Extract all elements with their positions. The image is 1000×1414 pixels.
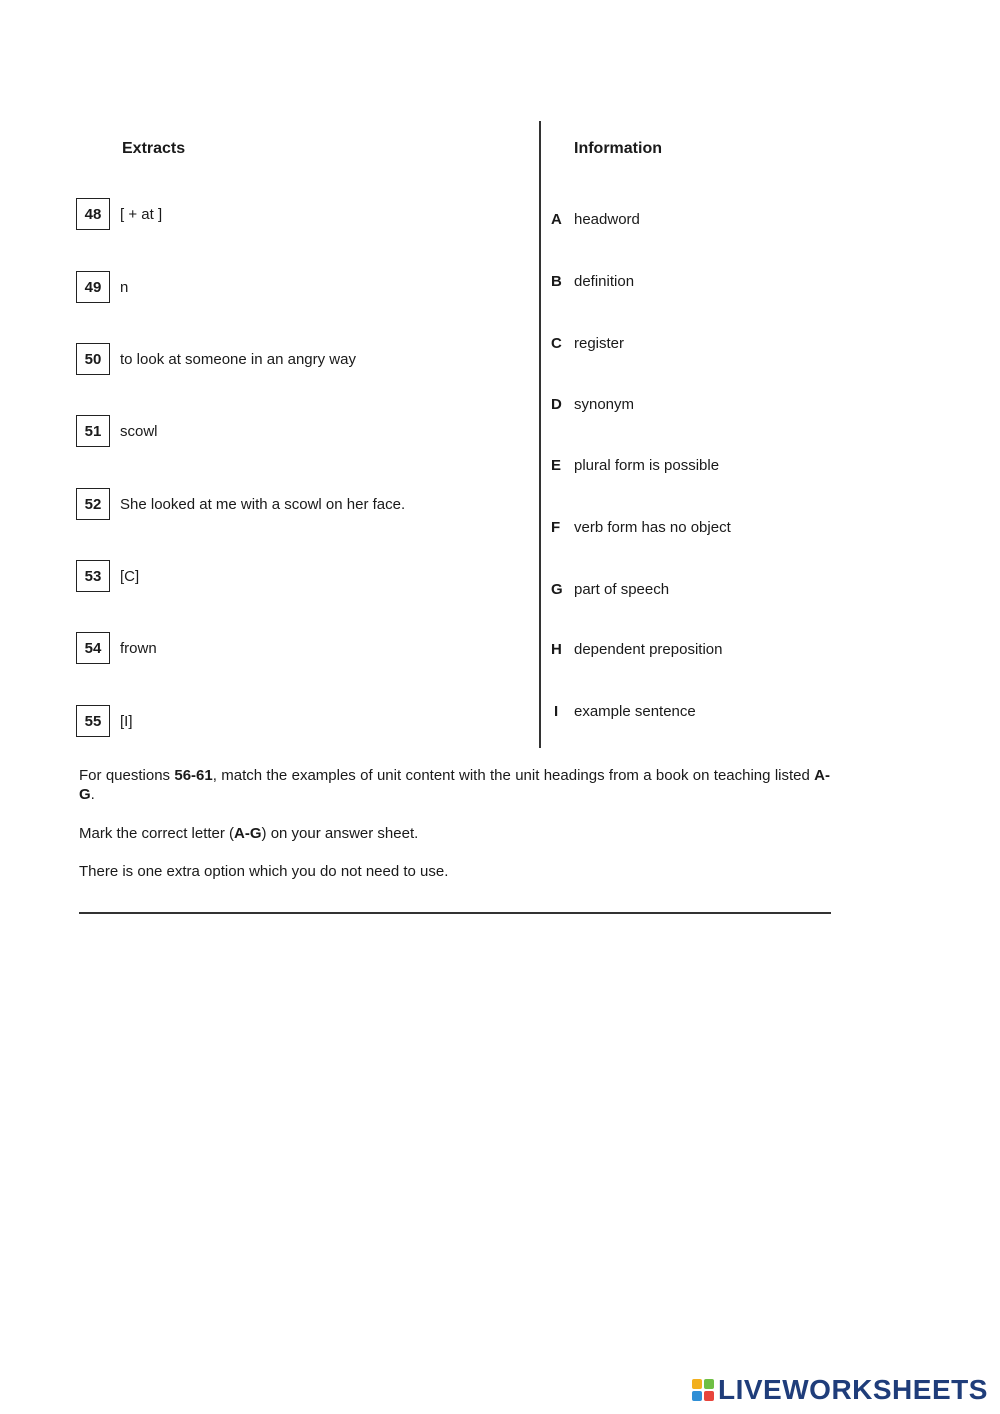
info-letter: E <box>551 457 562 474</box>
extract-text: n <box>120 278 129 296</box>
instruction-text: Mark the correct letter ( <box>79 825 235 842</box>
logo-icon-tile <box>692 1391 702 1401</box>
info-item-a <box>551 211 640 228</box>
info-item-h <box>551 641 722 658</box>
question-number[interactable]: 55 <box>76 705 110 737</box>
column-divider <box>539 121 541 748</box>
extract-text: to look at someone in an angry way <box>120 350 356 368</box>
instruction-paragraph-3: There is one extra option which you do not need to use. <box>79 863 449 880</box>
info-item-b <box>551 273 634 290</box>
extract-item-52 <box>76 487 405 521</box>
option-range: A-G <box>79 767 830 803</box>
info-text: synonym <box>574 396 635 413</box>
info-item-g <box>551 581 669 598</box>
extract-item-50 <box>76 342 356 376</box>
instruction-text: . <box>90 786 95 803</box>
logo-icon-tile <box>692 1379 702 1389</box>
extract-text: [I] <box>120 712 133 730</box>
extract-item-48 <box>76 197 162 231</box>
info-item-e <box>551 457 719 474</box>
question-range: 56-61 <box>174 767 213 784</box>
extract-text: She looked at me with a scowl on her face. <box>120 495 406 513</box>
extract-item-54 <box>76 631 157 665</box>
info-text: verb form has no object <box>574 519 731 536</box>
question-number[interactable]: 53 <box>76 560 110 592</box>
option-range: A-G <box>234 825 262 842</box>
instruction-text: , match the examples of unit content with the unit headings from a book on teaching listed <box>212 767 815 784</box>
info-letter: D <box>551 396 562 413</box>
info-letter: G <box>551 581 563 598</box>
liveworksheets-logo[interactable] <box>692 1374 988 1406</box>
horizontal-rule <box>79 912 831 914</box>
extract-text: [C] <box>120 567 140 585</box>
info-text: register <box>574 335 625 352</box>
info-item-i <box>551 703 696 720</box>
question-number[interactable]: 48 <box>76 198 110 230</box>
question-number[interactable]: 54 <box>76 632 110 664</box>
extract-item-49 <box>76 270 128 304</box>
info-letter: B <box>551 273 562 290</box>
logo-text: LIVEWORKSHEETS <box>718 1374 988 1405</box>
question-number[interactable]: 50 <box>76 343 110 375</box>
info-letter: I <box>554 703 559 720</box>
instruction-paragraph-1 <box>79 766 830 804</box>
info-text: part of speech <box>574 581 670 598</box>
info-letter: C <box>551 335 562 352</box>
information-header: Information <box>574 140 662 157</box>
logo-icon-tile <box>704 1391 714 1401</box>
info-letter: H <box>551 641 562 658</box>
extract-text: scowl <box>120 422 158 440</box>
logo-icon-tile <box>704 1379 714 1389</box>
extracts-header: Extracts <box>122 140 186 157</box>
info-text: definition <box>574 273 635 290</box>
instruction-text: For questions <box>79 767 175 784</box>
info-letter: F <box>551 519 561 536</box>
info-item-d <box>551 396 634 413</box>
extract-text: [ + at ] <box>120 205 163 223</box>
extract-item-53 <box>76 559 139 593</box>
extract-item-51 <box>76 414 158 448</box>
info-text: plural form is possible <box>574 457 720 474</box>
question-number[interactable]: 52 <box>76 488 110 520</box>
question-number[interactable]: 51 <box>76 415 110 447</box>
info-letter: A <box>551 211 562 228</box>
info-item-f <box>551 519 731 536</box>
info-text: example sentence <box>574 703 696 720</box>
extract-text: frown <box>120 639 157 657</box>
info-text: dependent preposition <box>574 641 723 658</box>
info-text: headword <box>574 211 640 228</box>
liveworksheets-logo-icon <box>692 1379 714 1401</box>
instruction-paragraph-2 <box>79 824 830 843</box>
question-number[interactable]: 49 <box>76 271 110 303</box>
info-item-c <box>551 335 624 352</box>
extract-item-55 <box>76 704 133 738</box>
instruction-text: ) on your answer sheet. <box>261 825 419 842</box>
